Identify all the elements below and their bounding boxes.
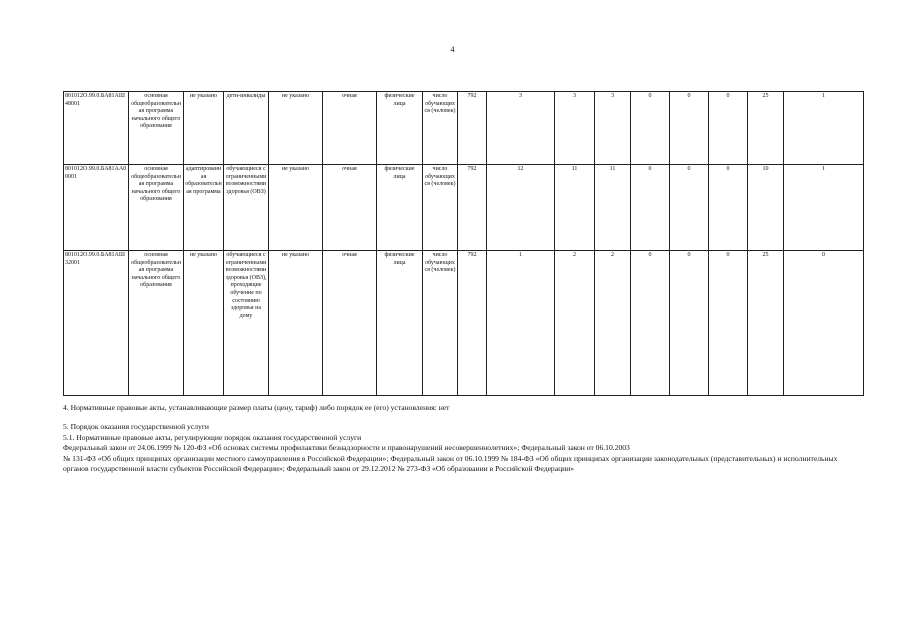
value-cell-7: 25: [748, 251, 784, 396]
value-cell-5: 0: [670, 251, 709, 396]
value-cell-6: 0: [709, 165, 748, 251]
program-type-cell: не указано: [184, 92, 224, 165]
value-cell-7: 10: [748, 165, 784, 251]
value-cell-5: 0: [670, 92, 709, 165]
service-volume-table: [63, 91, 864, 396]
value-cell-6: 0: [709, 92, 748, 165]
value-cell-2: 2: [555, 251, 595, 396]
value-cell-5: 0: [670, 165, 709, 251]
section-5-1-title: 5.1. Нормативные правовые акты, регулирующие порядок оказания государственной услуги: [63, 432, 362, 442]
indicator-cell: число обучающихся (человек): [423, 165, 458, 251]
consumer-cell: физические лица: [377, 92, 423, 165]
category-cell: дети-инвалиды: [224, 92, 269, 165]
value-cell-6: 0: [709, 251, 748, 396]
form-cell: очная: [323, 165, 377, 251]
value-cell-4: 0: [631, 165, 670, 251]
registry-code-cell: 801012О.99.0.БА81АШ48001: [64, 92, 129, 165]
plan-value-cell: 3: [487, 92, 555, 165]
plan-value-cell: 1: [487, 251, 555, 396]
consumer-cell: физические лица: [377, 251, 423, 396]
indicator-cell: число обучающихся (человек): [423, 251, 458, 396]
plan-value-cell: 12: [487, 165, 555, 251]
value-cell-7: 25: [748, 92, 784, 165]
program-cell: основная общеобразовательная программа начального общего образования: [129, 92, 184, 165]
okei-code-cell: 792: [458, 251, 487, 396]
okei-code-cell: 792: [458, 92, 487, 165]
registry-code-cell: 801012О.99.0.БА81АШ32001: [64, 251, 129, 396]
program-type-cell: не указано: [184, 251, 224, 396]
okei-code-cell: 792: [458, 165, 487, 251]
section-4-paid-services: 4. Нормативные правовые акты, устанавливающие размер платы (цену, тариф) либо порядок ее (его) установления: нет: [63, 403, 450, 412]
indicator-cell: число обучающихся (человек): [423, 92, 458, 165]
value-cell-3: 3: [595, 92, 631, 165]
form-cell: очная: [323, 251, 377, 396]
table-row: [64, 165, 864, 251]
consumer-cell: физические лица: [377, 165, 423, 251]
value-cell-8: 1: [784, 165, 864, 251]
program-cell: основная общеобразовательная программа начального общего образования: [129, 251, 184, 396]
page-number: 4: [450, 45, 455, 54]
registry-code-cell: 801012О.99.0.БА81АА00001: [64, 165, 129, 251]
text-block: [63, 403, 847, 474]
table-body: [64, 92, 864, 396]
section-5-1-laws-line-2: № 131-ФЗ «Об общих принципах организации местного самоуправления в Российской Федерации»; Федеральный закон от 06.10.1999 № 184-ФЗ «Об общих принципах организации законодательных (представительных) и исполнительных органов государственной власти субъектов Российской Федерации»; Федеральный закон от 29.12.2012 № 273-ФЗ «Об образовании в Российской Федерации»: [63, 453, 838, 474]
not-specified-cell: не указано: [269, 92, 323, 165]
value-cell-4: 0: [631, 251, 670, 396]
form-cell: очная: [323, 92, 377, 165]
category-cell: обучающиеся с ограниченными возможностями здоровья (ОВЗ): [224, 165, 269, 251]
value-cell-2: 11: [555, 165, 595, 251]
value-cell-8: 1: [784, 92, 864, 165]
program-cell: основная общеобразовательная программа начального общего образования: [129, 165, 184, 251]
not-specified-cell: не указано: [269, 251, 323, 396]
spacer: [63, 413, 847, 422]
value-cell-2: 3: [555, 92, 595, 165]
table-row: [64, 251, 864, 396]
value-cell-4: 0: [631, 92, 670, 165]
section-5-1-laws-line-1: Федеральный закон от 24.06.1999 № 120-ФЗ «Об основах системы профилактики безнадзорности и правонарушений несовершеннолетних»; Федеральный закон от 06.10.2003: [63, 443, 630, 453]
program-type-cell: адаптированная образовательная программа: [184, 165, 224, 251]
table-row: [64, 92, 864, 165]
value-cell-3: 11: [595, 165, 631, 251]
section-5-title: 5. Порядок оказания государственной услуги: [63, 422, 209, 432]
category-cell: обучающиеся с ограниченными возможностями здоровья (ОВЗ), проходящие обучение по состоянию здоровья на дому: [224, 251, 269, 396]
value-cell-3: 2: [595, 251, 631, 396]
not-specified-cell: не указано: [269, 165, 323, 251]
value-cell-8: 0: [784, 251, 864, 396]
